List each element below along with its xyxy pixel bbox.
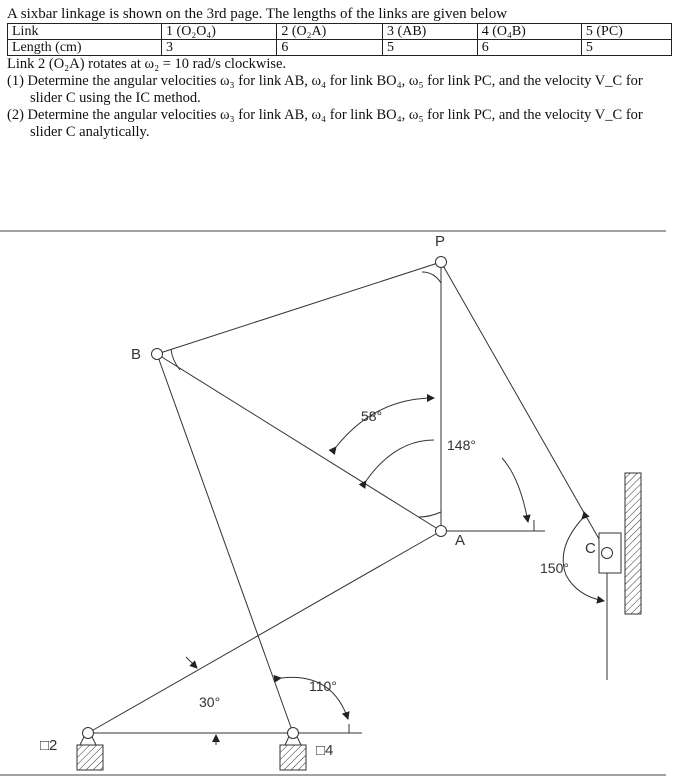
link-bp bbox=[157, 262, 441, 354]
table-header-row bbox=[8, 24, 672, 40]
angle-label-30: 30° bbox=[199, 694, 221, 710]
table-cell: 3 (AB) bbox=[383, 24, 478, 40]
angle-label-110: 110° bbox=[309, 678, 337, 694]
label-p: P bbox=[435, 233, 446, 250]
joint-c bbox=[602, 548, 613, 559]
angle-label-58: 58° bbox=[361, 408, 383, 424]
link-length-table bbox=[7, 23, 672, 56]
table-cell: 3 bbox=[162, 40, 277, 56]
fillet-a bbox=[419, 512, 441, 517]
table-cell: 6 bbox=[277, 40, 383, 56]
joint-a bbox=[436, 526, 447, 537]
table-cell: 2 (O₂A) bbox=[277, 24, 383, 40]
given-text: Link 2 (O₂A) rotates at ω₂ = 10 rad/s clockwise. bbox=[7, 56, 287, 72]
linkage-figure bbox=[0, 228, 679, 783]
joint-p bbox=[436, 257, 447, 268]
table-cell: 5 bbox=[581, 40, 671, 56]
angle-arc-148-right bbox=[502, 458, 528, 522]
angle-arc-150 bbox=[563, 519, 604, 601]
fillet-p bbox=[422, 272, 441, 283]
table-cell: 5 bbox=[383, 40, 478, 56]
joint-b bbox=[152, 349, 163, 360]
label-c: C bbox=[585, 540, 596, 557]
link-o4b bbox=[157, 354, 293, 733]
fillet-b bbox=[171, 349, 180, 370]
link-ab bbox=[157, 354, 441, 531]
intro-text: A sixbar linkage is shown on the 3rd page. The lengths of the links are given below bbox=[7, 6, 508, 22]
question-2: (2) Determine the angular velocities ω₃ for link AB, ω₄ for link BO₄, ω₅ for link PC, and the velocity V_C for slider C analytically. bbox=[7, 107, 643, 140]
link-o2a bbox=[88, 531, 441, 733]
table-cell: Length (cm) bbox=[8, 40, 162, 56]
table-cell: 1 (O₂O₄) bbox=[162, 24, 277, 40]
angle-arc-148 bbox=[366, 440, 434, 481]
angle-arrow-30-upper bbox=[186, 657, 197, 668]
angle-label-148: 148° bbox=[447, 437, 476, 453]
angle-label-150: 150° bbox=[540, 560, 569, 576]
joint-o2 bbox=[83, 728, 94, 739]
label-o2: □2 bbox=[40, 737, 58, 754]
joint-o4 bbox=[288, 728, 299, 739]
label-a: A bbox=[455, 532, 466, 549]
table-cell: 6 bbox=[477, 40, 581, 56]
link-pc bbox=[441, 262, 607, 553]
slider-wall bbox=[625, 473, 641, 614]
table-cell: 4 (O₄B) bbox=[477, 24, 581, 40]
table-row bbox=[8, 40, 672, 56]
table-cell: Link bbox=[8, 24, 162, 40]
table-cell: 5 (PC) bbox=[581, 24, 671, 40]
label-o4: □4 bbox=[316, 742, 334, 759]
question-1: (1) Determine the angular velocities ω₃ for link AB, ω₄ for link BO₄, ω₅ for link PC, and the velocity V_C for slider C using the IC method. bbox=[7, 73, 643, 106]
angle-arc-58 bbox=[336, 398, 434, 447]
problem-statement bbox=[7, 6, 672, 141]
label-b: B bbox=[131, 346, 142, 363]
